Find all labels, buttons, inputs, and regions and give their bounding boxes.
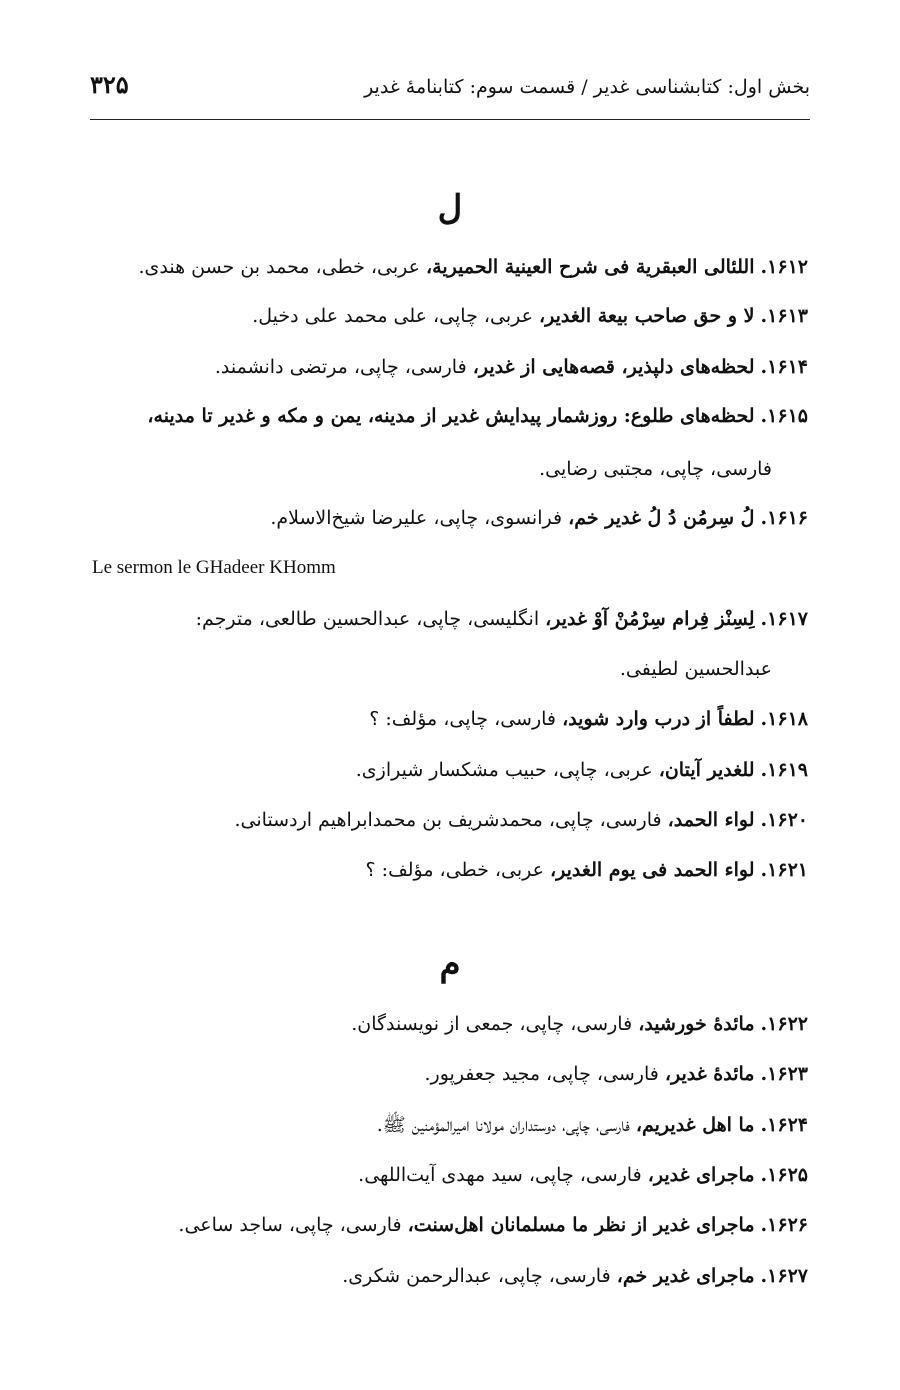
- entry-details: عربی، چاپی، حبیب مشکسار شیرازی.: [355, 759, 653, 781]
- entry-number: ۱۶۲۰.: [760, 809, 808, 831]
- entry-title: مائدهٔ غدیر،: [664, 1063, 755, 1085]
- entry-1615: [90, 392, 808, 440]
- entry-1620: [90, 796, 808, 844]
- entry-number: ۱۶۱۸.: [760, 708, 808, 730]
- entry-1617: [90, 595, 808, 643]
- entry-1622: [90, 1000, 808, 1048]
- entry-details: فارسی، چاپی، مجید جعفرپور.: [424, 1063, 659, 1085]
- entry-number: ۱۶۲۴.: [760, 1114, 808, 1136]
- entry-number: ۱۶۲۳.: [760, 1063, 808, 1085]
- entry-details: فارسی، چاپی، سید مهدی آیت‌اللهی.: [358, 1164, 642, 1186]
- entry-details: فارسی، چاپی، مؤلف: ؟: [369, 708, 557, 730]
- entry-1618: [90, 695, 808, 743]
- entry-details: فارسی، چاپی، دوستداران مولانا امیرالمؤمنین ﷺ.: [376, 1114, 630, 1136]
- entry-number: ۱۶۲۵.: [760, 1164, 808, 1186]
- entry-title: ماجرای غدیر خم،: [616, 1265, 755, 1287]
- entry-details: عربی، خطی، مؤلف: ؟: [365, 859, 544, 881]
- entry-number: ۱۶۱۴.: [760, 356, 808, 378]
- entry-title: لطفاً از درب وارد شوید،: [562, 708, 755, 730]
- section-letter-lam: ل: [437, 188, 463, 228]
- entry-1624: [90, 1101, 808, 1149]
- entry-1616: [90, 494, 808, 542]
- entry-title: لواء الحمد،: [667, 809, 755, 831]
- entry-details: فارسی، چاپی، جمعی از نویسندگان.: [351, 1013, 633, 1035]
- entry-1621: [90, 846, 808, 894]
- entry-1625: [90, 1151, 808, 1199]
- entry-1619: [90, 746, 808, 794]
- running-title: بخش اول: کتابشناسی غدیر / قسمت سوم: کتابنامهٔ غدیر: [364, 76, 810, 98]
- entry-details: فارسی، چاپی، مرتضی دانشمند.: [214, 356, 467, 378]
- entry-number: ۱۶۲۶.: [760, 1214, 808, 1236]
- page-number: ۳۲۵: [90, 70, 129, 99]
- entry-1615-continuation: فارسی، چاپی، مجتبی رضایی.: [539, 458, 772, 480]
- entry-number: ۱۶۱۲.: [760, 256, 808, 278]
- entry-details: عربی، چاپی، علی محمد علی دخیل.: [252, 305, 533, 327]
- section-letter-mim: م: [439, 944, 461, 984]
- entry-details: فارسی، چاپی، محمدشریف بن محمدابراهیم اردستانی.: [234, 809, 662, 831]
- entry-details: فرانسوی، چاپی، علیرضا شیخ‌الاسلام.: [270, 507, 563, 529]
- header-rule: [90, 119, 810, 120]
- entry-1612: [90, 243, 808, 291]
- entry-number: ۱۶۱۷.: [760, 608, 808, 630]
- entry-title: ما اهل غدیریم،: [635, 1114, 755, 1136]
- entry-title: لحظه‌های طلوع: روزشمار پیدایش غدیر از مدینه، یمن و مکه و غدیر تا مدینه،: [147, 405, 755, 427]
- entry-details: فارسی، چاپی، عبدالرحمن شکری.: [342, 1265, 611, 1287]
- entry-title: ماجرای غدیر،: [647, 1164, 755, 1186]
- entry-1614: [90, 343, 808, 391]
- entry-title: للغدیر آیتان،: [658, 759, 755, 781]
- entry-title: ماجرای غدیر از نظر ما مسلمانان اهل‌سنت،: [407, 1214, 755, 1236]
- entry-title: مائدهٔ خورشید،: [638, 1013, 755, 1035]
- page-header: [90, 66, 810, 116]
- entry-title: لحظه‌های دلپذیر، قصه‌هایی از غدیر،: [472, 356, 755, 378]
- entry-number: ۱۶۱۳.: [760, 305, 808, 327]
- entry-title: لُ سِرمُن دُ لُ غدیر خم،: [568, 507, 755, 529]
- entry-number: ۱۶۲۱.: [760, 859, 808, 881]
- entry-title: لواء الحمد فی یوم الغدیر،: [550, 859, 755, 881]
- entry-1623: [90, 1050, 808, 1098]
- entry-number: ۱۶۱۹.: [760, 759, 808, 781]
- entry-details: انگلیسی، چاپی، عبدالحسین طالعی، مترجم:: [195, 608, 540, 630]
- entry-title: اللئالی العبقریة فی شرح العینیة الحمیریة،: [426, 256, 755, 278]
- entry-1627: [90, 1252, 808, 1300]
- entry-title: لا و حق صاحب بیعة الغدیر،: [539, 305, 755, 327]
- entry-1617-continuation: عبدالحسین لطیفی.: [619, 658, 772, 680]
- entry-details: عربی، خطی، محمد بن حسن هندی.: [138, 256, 420, 278]
- entry-number: ۱۶۱۵.: [760, 405, 808, 427]
- entry-1616-latin-title: Le sermon le GHadeer KHomm: [92, 557, 336, 578]
- entry-1613: [90, 292, 808, 340]
- entry-number: ۱۶۲۷.: [760, 1265, 808, 1287]
- entry-number: ۱۶۱۶.: [760, 507, 808, 529]
- entry-1626: [90, 1201, 808, 1249]
- entry-number: ۱۶۲۲.: [760, 1013, 808, 1035]
- entry-details: فارسی، چاپی، ساجد ساعی.: [178, 1214, 402, 1236]
- entry-title: لِسِنْز فِرام سِرْمُنْ آوْ غدیر،: [545, 608, 755, 630]
